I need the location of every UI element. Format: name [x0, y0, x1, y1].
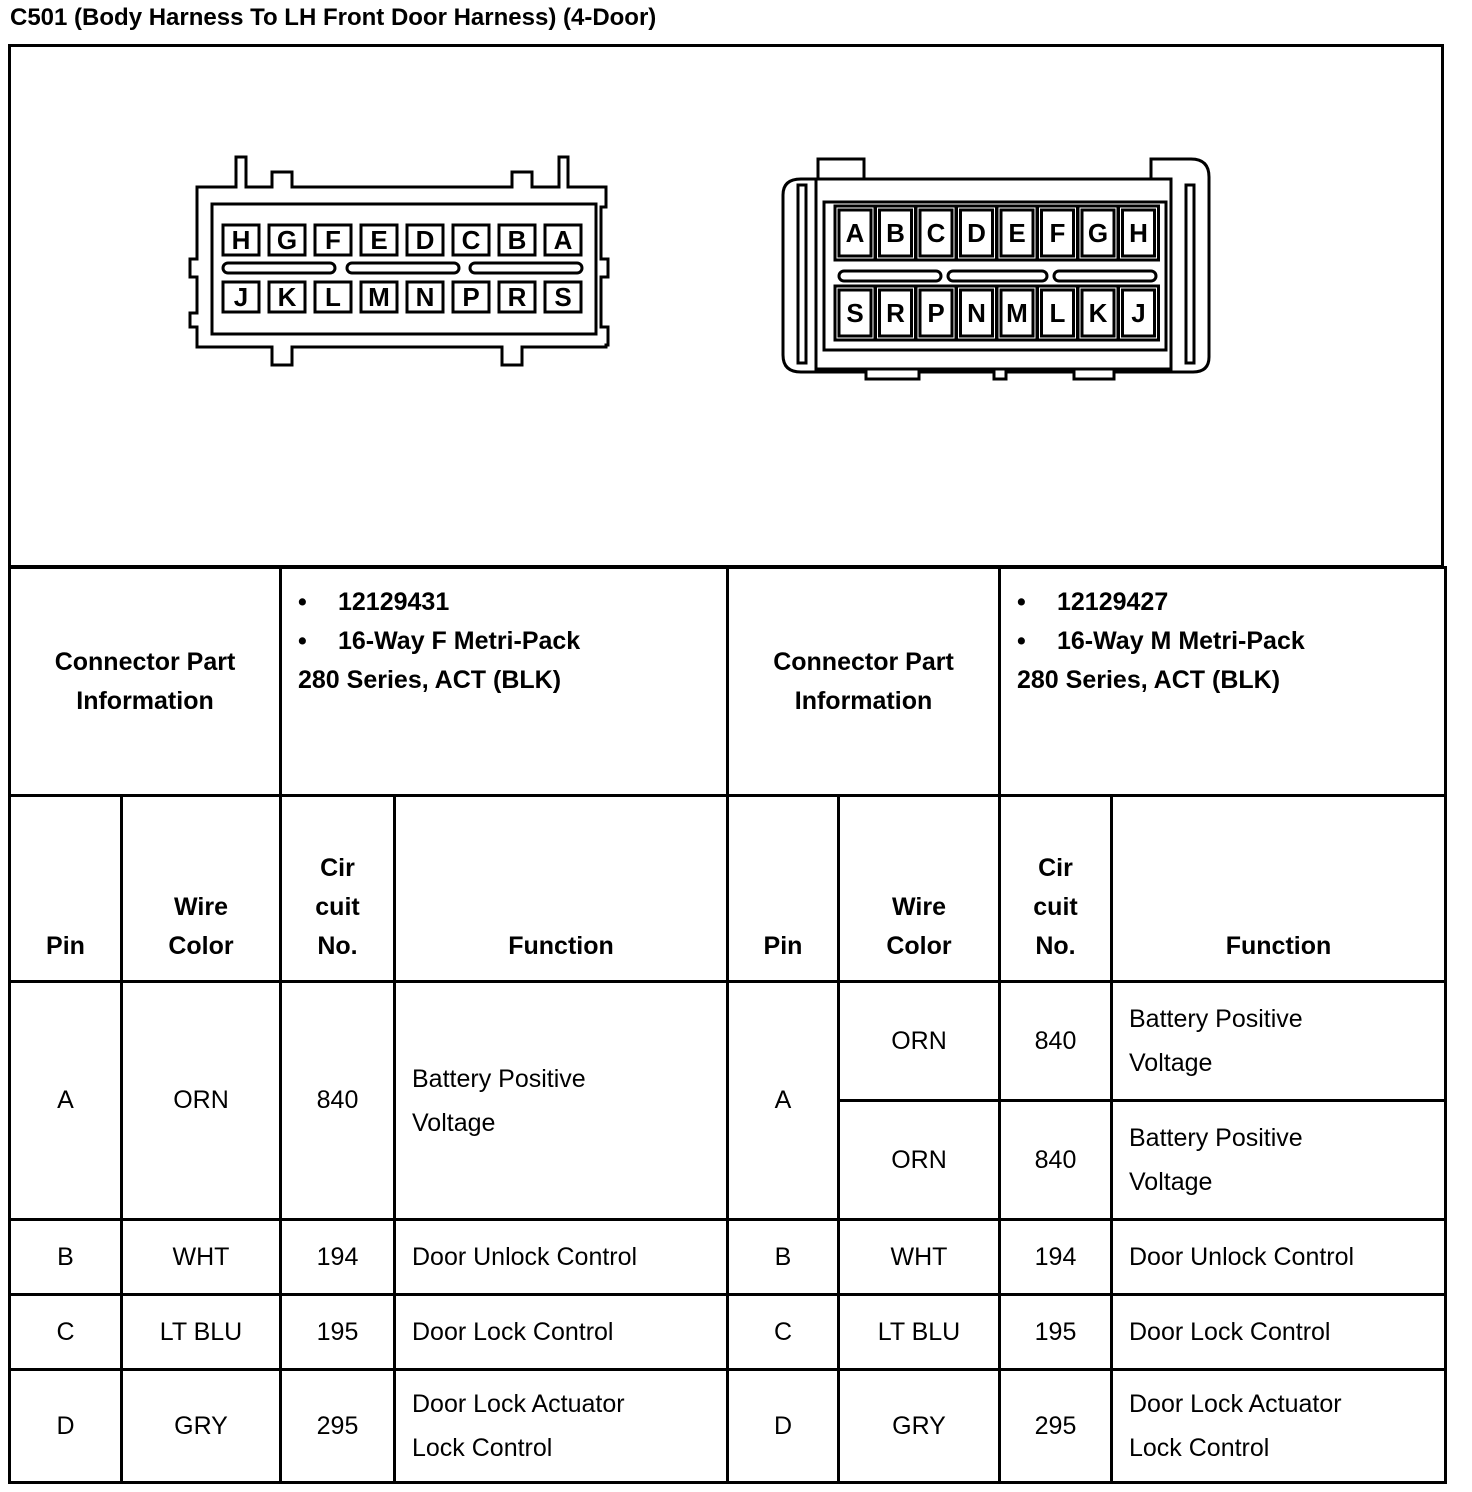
connector-part-info-right: • 12129427 • 16-Way M Metri-Pack 280 Series, ACT (BLK)	[1000, 568, 1446, 796]
pin-l	[315, 282, 351, 312]
svg-text:L: L	[325, 282, 341, 312]
table-row	[10, 1370, 1446, 1483]
svg-text:S: S	[846, 298, 864, 328]
connector-part-info-left: • 12129431 • 16-Way F Metri-Pack 280 Series, ACT (BLK)	[281, 568, 728, 796]
svg-text:P: P	[462, 282, 480, 312]
pin-cell: A	[728, 982, 839, 1220]
pin-n	[957, 286, 997, 340]
svg-text:N: N	[415, 282, 435, 312]
svg-text:F: F	[325, 225, 341, 255]
part-description: 16-Way F Metri-Pack	[338, 627, 581, 655]
wire-color-cell: ORN	[122, 982, 281, 1220]
header-pin: Pin	[10, 796, 122, 982]
pin-j	[1119, 286, 1159, 340]
female-connector-pins	[223, 225, 581, 312]
wire-color-cell: GRY	[122, 1370, 281, 1483]
function-cell: Door Unlock Control	[395, 1220, 728, 1295]
pin-l	[1038, 286, 1078, 340]
circuit-cell: 295	[1000, 1370, 1112, 1483]
pin-p	[916, 286, 956, 340]
svg-text:H: H	[231, 225, 251, 255]
pin-m	[361, 282, 397, 312]
pin-g	[269, 225, 305, 255]
table-row	[10, 1295, 1446, 1370]
function-cell: Battery Positive Voltage	[1112, 1101, 1446, 1220]
connector-part-info-label: Connector Part Information	[728, 568, 1000, 796]
pinout-table	[8, 566, 1447, 1484]
pin-s	[835, 286, 875, 340]
wire-color-cell: WHT	[839, 1220, 1000, 1295]
pin-cell: C	[10, 1295, 122, 1370]
wire-color-cell: LT BLU	[122, 1295, 281, 1370]
svg-text:F: F	[1049, 218, 1066, 248]
svg-text:E: E	[370, 225, 388, 255]
function-cell: Battery Positive Voltage	[1112, 982, 1446, 1101]
svg-text:G: G	[1087, 218, 1109, 248]
svg-text:A: A	[553, 225, 573, 255]
wire-color-cell: ORN	[839, 1101, 1000, 1220]
header-circuit: Cir cuit No.	[1000, 796, 1112, 982]
pin-d	[407, 225, 443, 255]
male-connector-outline	[783, 159, 1209, 379]
pin-k	[269, 282, 305, 312]
svg-text:S: S	[554, 282, 572, 312]
connector-part-info-label: Connector Part Information	[10, 568, 281, 796]
pin-a	[835, 206, 875, 260]
pin-e	[997, 206, 1037, 260]
header-pin: Pin	[728, 796, 839, 982]
pin-h	[1119, 206, 1159, 260]
circuit-cell: 194	[281, 1220, 395, 1295]
pin-a	[545, 225, 581, 255]
pin-b	[499, 225, 535, 255]
table-row	[10, 1220, 1446, 1295]
wire-color-cell: WHT	[122, 1220, 281, 1295]
svg-text:C: C	[461, 225, 481, 255]
table-row	[10, 982, 1446, 1101]
svg-text:M: M	[1006, 298, 1028, 328]
function-cell: Door Lock Control	[395, 1295, 728, 1370]
pin-c	[453, 225, 489, 255]
pin-k	[1078, 286, 1118, 340]
circuit-cell: 840	[1000, 982, 1112, 1101]
circuit-cell: 195	[281, 1295, 395, 1370]
connector-info-row	[10, 568, 1446, 796]
svg-text:L: L	[1049, 298, 1066, 328]
male-connector-pins	[835, 206, 1159, 340]
pin-cell: B	[10, 1220, 122, 1295]
svg-text:R: R	[507, 282, 527, 312]
pin-b	[876, 206, 916, 260]
svg-text:D: D	[967, 218, 986, 248]
pin-r	[499, 282, 535, 312]
svg-text:B: B	[507, 225, 527, 255]
pin-f	[315, 225, 351, 255]
svg-text:B: B	[886, 218, 905, 248]
pin-cell: D	[10, 1370, 122, 1483]
svg-text:K: K	[1088, 298, 1108, 328]
part-number: 12129431	[338, 588, 450, 616]
header-function: Function	[1112, 796, 1446, 982]
svg-text:R: R	[886, 298, 905, 328]
circuit-cell: 194	[1000, 1220, 1112, 1295]
circuit-cell: 840	[281, 982, 395, 1220]
circuit-cell: 195	[1000, 1295, 1112, 1370]
function-cell: Door Lock Actuator Lock Control	[1112, 1370, 1446, 1483]
pin-j	[223, 282, 259, 312]
circuit-cell: 295	[281, 1370, 395, 1483]
function-cell: Door Unlock Control	[1112, 1220, 1446, 1295]
pin-cell: B	[728, 1220, 839, 1295]
svg-text:P: P	[927, 298, 945, 328]
pin-g	[1078, 206, 1118, 260]
svg-text:C: C	[926, 218, 946, 248]
pin-s	[545, 282, 581, 312]
function-cell: Battery Positive Voltage	[395, 982, 728, 1220]
header-wire-color: Wire Color	[839, 796, 1000, 982]
pin-e	[361, 225, 397, 255]
svg-text:K: K	[277, 282, 297, 312]
part-description: 16-Way M Metri-Pack	[1057, 627, 1305, 655]
function-cell: Door Lock Actuator Lock Control	[395, 1370, 728, 1483]
connector-drawings	[11, 47, 1441, 565]
pin-h	[223, 225, 259, 255]
wire-color-cell: LT BLU	[839, 1295, 1000, 1370]
svg-text:D: D	[415, 225, 435, 255]
svg-text:N: N	[967, 298, 986, 328]
svg-text:H: H	[1129, 218, 1148, 248]
pin-f	[1038, 206, 1078, 260]
pin-d	[957, 206, 997, 260]
pin-c	[916, 206, 956, 260]
function-cell: Door Lock Control	[1112, 1295, 1446, 1370]
svg-text:J: J	[1131, 298, 1146, 328]
pin-m	[997, 286, 1037, 340]
pin-p	[453, 282, 489, 312]
header-wire-color: Wire Color	[122, 796, 281, 982]
svg-text:E: E	[1008, 218, 1026, 248]
svg-text:J: J	[233, 282, 249, 312]
pin-cell: C	[728, 1295, 839, 1370]
connector-diagram	[8, 44, 1444, 568]
part-number: 12129427	[1057, 588, 1169, 616]
svg-text:A: A	[845, 218, 865, 248]
wire-color-cell: ORN	[839, 982, 1000, 1101]
pin-n	[407, 282, 443, 312]
svg-text:G: G	[276, 225, 298, 255]
wire-color-cell: GRY	[839, 1370, 1000, 1483]
svg-text:M: M	[368, 282, 390, 312]
header-circuit: Cir cuit No.	[281, 796, 395, 982]
header-function: Function	[395, 796, 728, 982]
column-header-row	[10, 796, 1446, 982]
pin-r	[876, 286, 916, 340]
circuit-cell: 840	[1000, 1101, 1112, 1220]
page-title: C501 (Body Harness To LH Front Door Harness) (4-Door)	[10, 4, 657, 31]
pin-cell: A	[10, 982, 122, 1220]
pin-cell: D	[728, 1370, 839, 1483]
